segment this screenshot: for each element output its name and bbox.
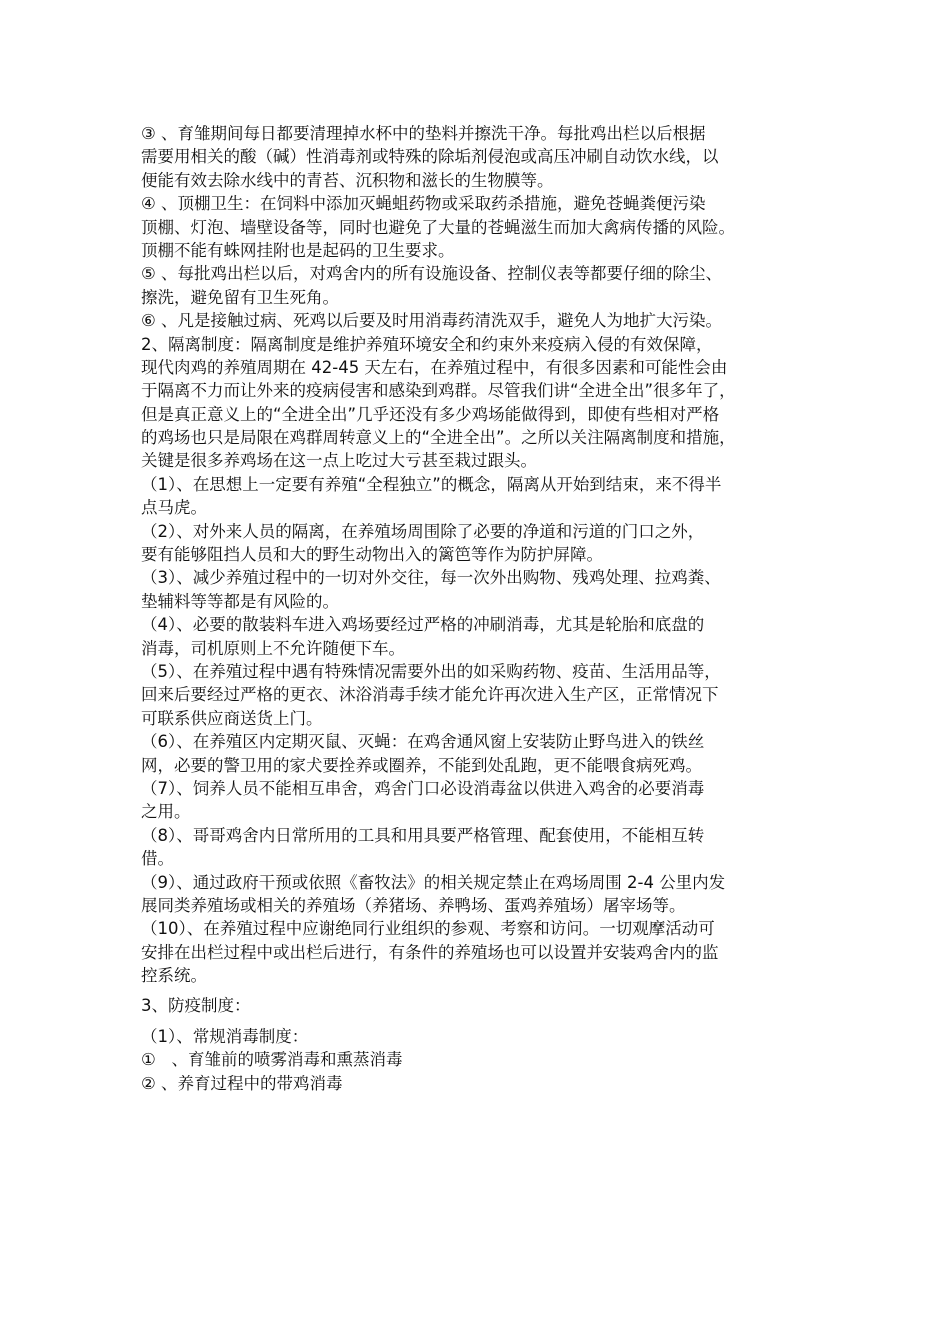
text-line: 的鸡场也只是局限在鸡群周转意义上的“全进全出”。之所以关注隔离制度和措施，: [141, 428, 736, 448]
text-line: 于隔离不力而让外来的疫病侵害和感染到鸡群。尽管我们讲“全进全出”很多年了，: [141, 381, 736, 401]
text-line: 现代肉鸡的养殖周期在 42-45 天左右，在养殖过程中，有很多因素和可能性会由: [141, 357, 728, 377]
text-line: （4）、必要的散装料车进入鸡场要经过严格的冲刷消毒，尤其是轮胎和底盘的: [141, 615, 705, 635]
text-line: （3）、减少养殖过程中的一切对外交往，每一次外出购物、残鸡处理、拉鸡粪、: [141, 568, 721, 588]
text-line: 消毒，司机原则上不允许随便下车。: [141, 638, 405, 658]
text-line: ③ 、育雏期间每日都要清理掉水杯中的垫料并擦洗干净。每批鸡出栏以后根据: [141, 124, 706, 143]
text-line: 顶棚不能有蛛网挂附也是起码的卫生要求。: [141, 240, 455, 260]
text-line: ② 、养育过程中的带鸡消毒: [141, 1073, 343, 1093]
text-line: （7）、饲养人员不能相互串舍，鸡舍门口必设消毒盆以供进入鸡舍的必要消毒: [141, 778, 705, 798]
text-line: ④ 、顶棚卫生：在饲料中添加灭蝇蛆药物或采取药杀措施，避免苍蝇粪便污染: [141, 194, 706, 214]
section-heading: 2、隔离制度：隔离制度是维护养殖环境安全和约束外来疫病入侵的有效保障，: [141, 334, 713, 354]
text-line: 关键是很多养鸡场在这一点上吃过大亏甚至栽过跟头。: [141, 451, 537, 471]
text-line: ① 、育雏前的喷雾消毒和熏蒸消毒: [141, 1050, 403, 1070]
paragraph-gap: [141, 1018, 821, 1025]
text-line: 展同类养殖场或相关的养殖场（养猪场、养鸭场、蛋鸡养殖场）屠宰场等。: [141, 895, 686, 915]
text-line: 要有能够阻挡人员和大的野生动物出入的篱笆等作为防护屏障。: [141, 545, 603, 565]
text-line: 便能有效去除水线中的青苔、沉积物和滋长的生物膜等。: [141, 170, 554, 190]
text-line: （9）、通过政府干预或依照《畜牧法》的相关规定禁止在鸡场周围 2-4 公里内发: [141, 872, 726, 892]
paragraph-gap: [141, 987, 821, 994]
text-line: 安排在出栏过程中或出栏后进行，有条件的养殖场也可以设置并安装鸡舍内的监: [141, 942, 719, 962]
text-line: 网，必要的警卫用的家犬要拴养或圈养，不能到处乱跑，更不能喂食病死鸡。: [141, 755, 702, 775]
text-line: 顶棚、灯泡、墙壁设备等，同时也避免了大量的苍蝇滋生而加大禽病传播的风险。: [141, 217, 735, 237]
text-line: 借。: [141, 849, 174, 869]
text-line: 控系统。: [141, 966, 207, 986]
text-line: 垫辅料等等都是有风险的。: [141, 591, 339, 611]
text-line: （1）、在思想上一定要有养殖“全程独立”的概念，隔离从开始到结束，来不得半: [141, 474, 722, 494]
text-line: （10）、在养殖过程中应谢绝同行业组织的参观、考察和访问。一切观摩活动可: [141, 919, 715, 939]
text-line: 需要用相关的酸（碱）性消毒剂或特殊的除垢剂侵泡或高压冲刷自动饮水线，以: [141, 147, 719, 167]
text-line: 回来后要经过严格的更衣、沐浴消毒手续才能允许再次进入生产区，正常情况下: [141, 685, 719, 705]
text-line: 点马虎。: [141, 498, 207, 518]
text-line: ⑥ 、凡是接触过病、死鸡以后要及时用消毒药清洗双手，避免人为地扩大污染。: [141, 311, 723, 331]
text-line: （6）、在养殖区内定期灭鼠、灭蝇：在鸡舍通风窗上安装防止野鸟进入的铁丝: [141, 732, 705, 752]
text-line: 但是真正意义上的“全进全出”几乎还没有多少鸡场能做得到，即使有些相对严格: [141, 404, 720, 424]
document-body: [141, 122, 821, 1095]
text-line: 之用。: [141, 802, 191, 822]
text-line: （2）、对外来人员的隔离，在养殖场周围除了必要的净道和污道的门口之外，: [141, 521, 705, 541]
text-line: （5）、在养殖过程中遇有特殊情况需要外出的如采购药物、疫苗、生活用品等，: [141, 661, 721, 681]
text-line: 擦洗，避免留有卫生死角。: [141, 287, 339, 307]
text-line: 可联系供应商送货上门。: [141, 708, 323, 728]
section-heading: 3、防疫制度：: [141, 996, 251, 1016]
text-line: （8）、哥哥鸡舍内日常所用的工具和用具要严格管理、配套使用，不能相互转: [141, 825, 705, 845]
text-line: ⑤ 、每批鸡出栏以后，对鸡舍内的所有设施设备、控制仪表等都要仔细的除尘、: [141, 264, 723, 284]
text-line: （1）、常规消毒制度：: [141, 1026, 309, 1046]
